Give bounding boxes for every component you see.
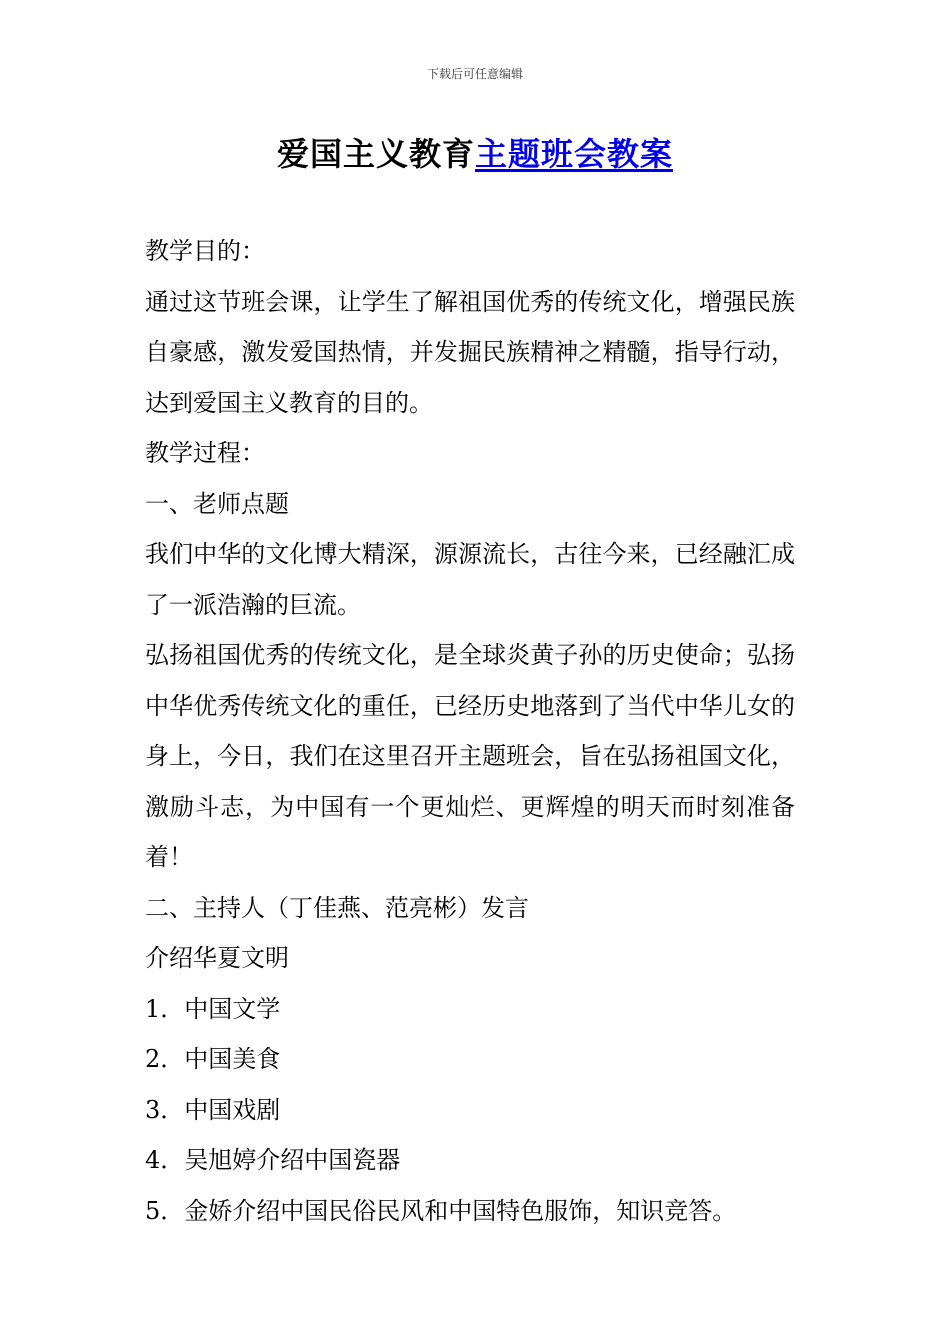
list-item: 3．中国戏剧 [145,1095,281,1124]
section-heading-process: 教学过程： [145,439,265,467]
document-body [145,226,795,1236]
page-header-note: 下载后可任意编辑 [426,67,523,81]
title-plain-text: 爱国主义教育 [276,135,475,173]
list-item: 5．金娇介绍中国民俗民风和中国特色服饰，知识竞答。 [145,1196,737,1225]
list-item: 4．吴旭婷介绍中国瓷器 [145,1146,401,1174]
title-link[interactable]: 主题班会教案 [475,135,674,173]
step-heading-hosts: 二、主持人（丁佳燕、范亮彬）发言 [145,893,529,922]
paragraph-mission: 弘扬祖国优秀的传统文化，是全球炎黄子孙的历史使命；弘扬中华优秀传统文化的重任，已经历史地落到了当代中华儿女的身上，今日，我们在这里召开主题班会，旨在弘扬祖国文化，激励斗志，为中国有一个更灿烂、更辉煌的明天而时刻准备着！ [145,641,795,871]
paragraph-culture: 我们中华的文化博大精深，源源流长，古往今来，已经融汇成了一派浩瀚的巨流。 [145,540,795,619]
list-item: 2．中国美食 [145,1045,281,1073]
list-item: 1．中国文学 [145,994,281,1023]
paragraph-objective: 通过这节班会课，让学生了解祖国优秀的传统文化，增强民族自豪感，激发爱国热情，并发掘民族精神之精髓，指导行动，达到爱国主义教育的目的。 [145,287,795,417]
document-title [0,132,950,176]
paragraph-intro: 介绍华夏文明 [145,944,289,972]
section-heading-objective: 教学目的： [145,237,265,265]
step-heading-teacher: 一、老师点题 [145,489,289,518]
